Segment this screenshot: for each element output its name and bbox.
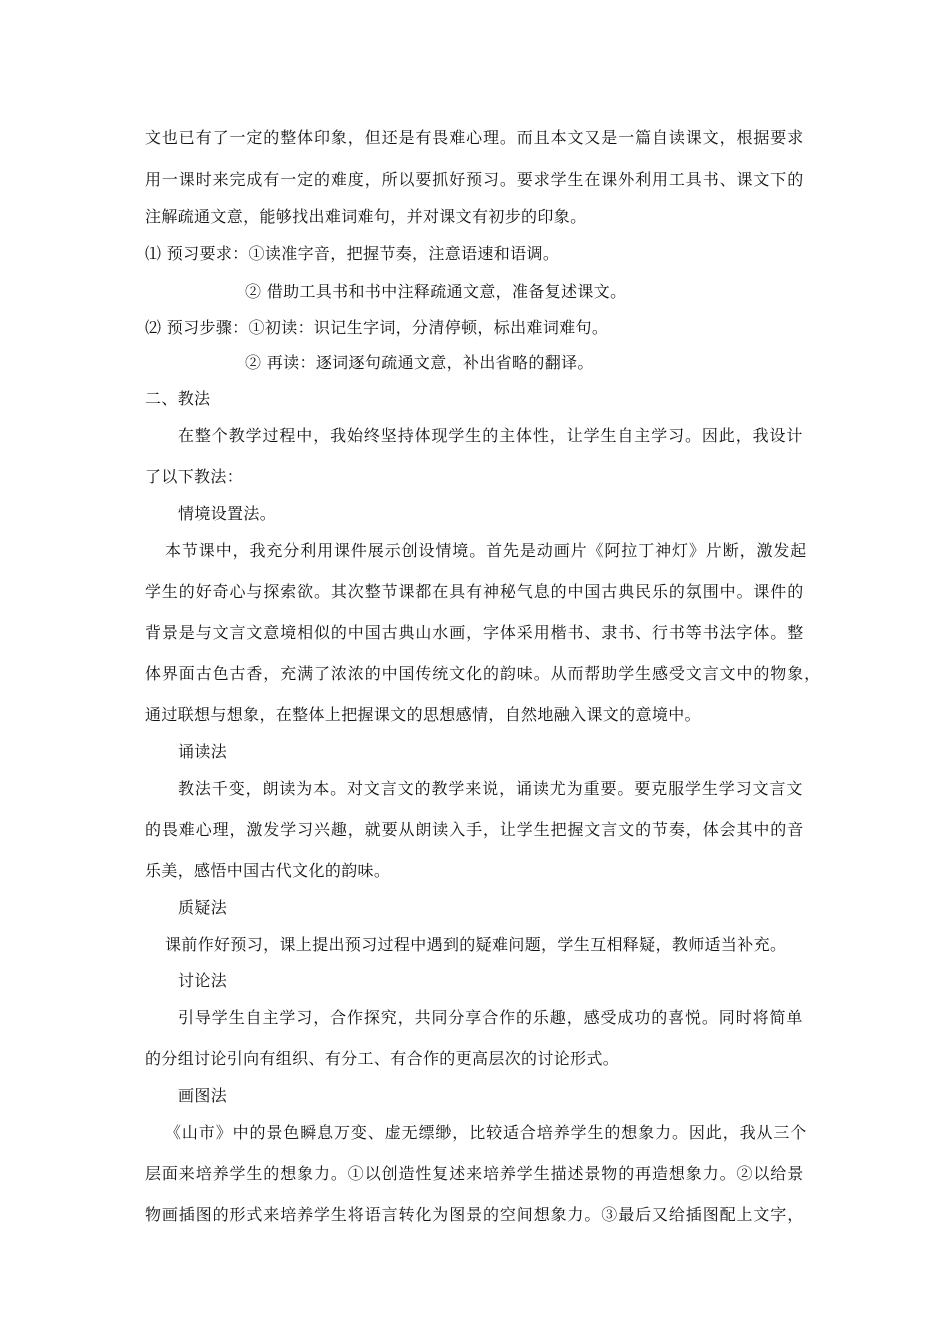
body-text-line: 课前作好预习，课上提出预习过程中遇到的疑难问题，学生互相释疑，教师适当补充。	[165, 935, 787, 954]
body-text-line: 背景是与文言文意境相似的中国古典山水画，字体采用楷书、隶书、行书等书法字体。整	[145, 623, 805, 642]
body-text-line: 的畏难心理，激发学习兴趣，就要从朗读入手，让学生把握文言文的节奏，体会其中的音	[145, 820, 805, 839]
body-text-line: 本节课中，我充分利用课件展示创设情境。首先是动画片《阿拉丁神灯》片断，激发起	[165, 541, 808, 560]
body-text-line: 在整个教学过程中，我始终坚持体现学生的主体性，让学生自主学习。因此，我设计	[178, 426, 804, 445]
body-text-line: 《山市》中的景色瞬息万变、虚无缥缈，比较适合培养学生的想象力。因此，我从三个	[165, 1123, 808, 1142]
method-heading: 情境设置法。	[178, 504, 277, 523]
body-text-line: 层面来培养学生的想象力。①以创造性复述来培养学生描述景物的再造想象力。②以给景	[145, 1164, 805, 1183]
body-text-line: 引导学生自主学习，合作探究，共同分享合作的乐趣，感受成功的喜悦。同时将简单	[178, 1008, 804, 1027]
preview-requirements-line: ② 借助工具书和书中注释疏通文意，准备复述课文。	[245, 282, 627, 301]
body-text-line: 物画插图的形式来培养学生将语言转化为图景的空间想象力。③最后又给插图配上文字，	[145, 1205, 805, 1224]
body-text-line: 用一课时来完成有一定的难度，所以要抓好预习。要求学生在课外利用工具书、课文下的	[145, 170, 805, 189]
method-heading: 画图法	[178, 1086, 228, 1105]
body-text-line: 文也已有了一定的整体印象，但还是有畏难心理。而且本文又是一篇自读课文，根据要求	[145, 128, 805, 147]
body-text-line: 通过联想与想象，在整体上把握课文的思想感情，自然地融入课文的意境中。	[145, 705, 701, 724]
body-text-line: 的分组讨论引向有组织、有分工、有合作的更高层次的讨论形式。	[145, 1049, 620, 1068]
body-text-line: 注解疏通文意，能够找出难词难句，并对课文有初步的印象。	[145, 207, 587, 226]
preview-steps-line: ⑵ 预习步骤：①初读：识记生字词，分清停顿，标出难词难句。	[145, 318, 609, 337]
method-heading: 质疑法	[178, 898, 228, 917]
body-text-line: 教法千变，朗读为本。对文言文的教学来说，诵读尤为重要。要克服学生学习文言文	[178, 779, 804, 798]
section-heading: 二、教法	[145, 389, 211, 408]
preview-steps-line: ② 再读：逐词逐句疏通文意，补出省略的翻译。	[245, 353, 594, 372]
body-text-line: 学生的好奇心与探索欲。其次整节课都在具有神秘气息的中国古典民乐的氛围中。课件的	[145, 582, 805, 601]
preview-requirements-line: ⑴ 预习要求：①读准字音，把握节奏，注意语速和语调。	[145, 244, 560, 263]
body-text-line: 体界面古色古香，充满了浓浓的中国传统文化的韵味。从而帮助学生感受文言文中的物象，	[145, 664, 822, 683]
body-text-line: 了以下教法：	[145, 467, 244, 486]
body-text-line: 乐美，感悟中国古代文化的韵味。	[145, 861, 391, 880]
method-heading: 诵读法	[178, 742, 228, 761]
method-heading: 讨论法	[178, 971, 228, 990]
